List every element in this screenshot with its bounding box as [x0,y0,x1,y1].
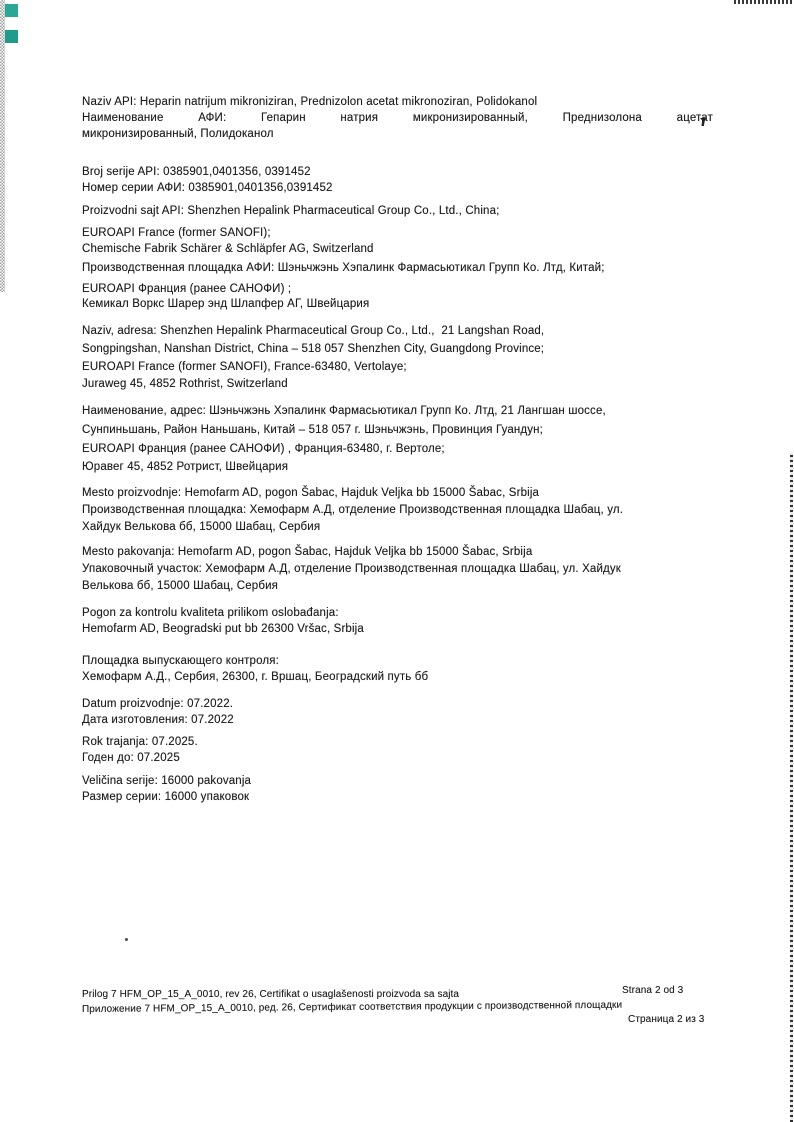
text-line-11: Naziv, adresa: Shenzhen Hepalink Pharmaceutical Group Co., Ltd., 21 Langshan Road, [82,325,545,337]
text-line-10: Кемикал Воркс Шарер энд Шлапфер АГ, Швейцария [82,298,370,310]
text-line-18: Юравег 45, 4852 Ротрист, Швейцария [82,461,289,473]
text-line-8: Производственная площадка АФИ: Шэньчжэнь Хэпалинк Фармасьютикал Групп Ко. Лтд, Китай; [82,262,605,274]
text-line-34: Размер серии: 16000 упаковок [82,791,250,803]
text-line-2: микронизированный, Полидоканол [82,128,274,140]
text-line-29: Datum proizvodnje: 07.2022. [82,698,234,710]
text-line-12: Songpingshan, Nanshan District, China – 518 057 Shenzhen City, Guangdong Province; [82,343,545,355]
text-line-31: Rok trajanja: 07.2025. [82,736,198,748]
text-line-0: Naziv API: Heparin natrijum mikroniziran, Prednizolon acetat mikronoziran, Polidokanol [82,96,538,108]
text-line-5: Proizvodni sajt API: Shenzhen Hepalink Pharmaceutical Group Co., Ltd., China; [82,205,500,217]
text-line-23: Упаковочный участок: Хемофарм А.Д, отделение Производственная площадка Шабац, ул. Хайдук [82,563,621,575]
scan-artifact-top-right-edge [734,0,794,4]
text-line-17: EUROAPI Франция (ранее САНОФИ) , Франция-63480, г. Вертоле; [82,443,445,455]
footer-line-2: Приложение 7 HFM_OP_15_A_0010, ред. 26, Сертификат соответствия продукции с производственной площадки [81,999,623,1016]
text-line-19: Mesto proizvodnje: Hemofarm AD, pogon Šabac, Hajduk Veljka bb 15000 Šabac, Srbija [82,487,540,499]
text-line-7: Chemische Fabrik Schärer & Schläpfer AG, Switzerland [82,243,374,255]
text-line-25: Pogon za kontrolu kvaliteta prilikom oslobađanja: [82,607,339,619]
text-line-22: Mesto pakovanja: Hemofarm AD, pogon Šabac, Hajduk Veljka bb 15000 Šabac, Srbija [82,546,533,558]
color-calibration-mark-2 [5,30,18,43]
text-line-4: Номер серии АФИ: 0385901,0401356,0391452 [82,182,333,194]
text-line-15: Наименование, адрес: Шэньчжэнь Хэпалинк Фармасьютикал Групп Ко. Лтд, 21 Лангшан шоссе, [82,405,606,417]
scan-artifact-right-edge [790,453,793,1122]
text-line-6: EUROAPI France (former SANOFI); [82,227,271,239]
text-line-16: Сунпиньшань, Район Наньшань, Китай – 518 057 г. Шэньчжэнь, Провинция Гуандун; [82,424,544,436]
text-line-33: Veličina serije: 16000 pakovanja [82,775,252,787]
ink-dot [125,938,128,941]
footer-line-1: Strana 2 od 3 [622,985,684,996]
text-line-21: Хайдук Велькова бб, 15000 Шабац, Сербия [82,521,321,533]
text-line-1: Наименование АФИ: Гепарин натрия микронизированный, Преднизолона ацетат [82,112,713,124]
text-line-24: Велькова бб, 15000 Шабац, Сербия [82,580,279,592]
text-line-28: Хемофарм А.Д., Сербия, 26300, г. Вршац, Београдский путь бб [82,671,429,683]
text-line-27: Площадка выпускающего контроля: [82,655,279,667]
footer-line-0: Prilog 7 HFM_OP_15_A_0010, rev 26, Certifikat o usaglašenosti proizvoda sa sajta [82,989,460,1000]
text-line-14: Juraweg 45, 4852 Rothrist, Switzerland [82,378,288,390]
text-line-20: Производственная площадка: Хемофарм А.Д, отделение Производственная площадка Шабац, ул. [82,504,624,516]
color-calibration-mark-1 [5,4,18,17]
scan-artifact-left-edge [0,0,5,292]
text-line-30: Дата изготовления: 07.2022 [82,714,234,726]
footer-line-3: Страница 2 из 3 [628,1014,705,1025]
text-line-32: Годен до: 07.2025 [82,752,180,764]
text-line-26: Hemofarm AD, Beogradski put bb 26300 Vršac, Srbija [82,623,364,635]
text-line-13: EUROAPI France (former SANOFI), France-63480, Vertolaye; [82,361,407,373]
text-line-3: Broj serije API: 0385901,0401356, 0391452 [82,166,311,178]
text-line-9: EUROAPI Франция (ранее САНОФИ) ; [82,283,292,295]
